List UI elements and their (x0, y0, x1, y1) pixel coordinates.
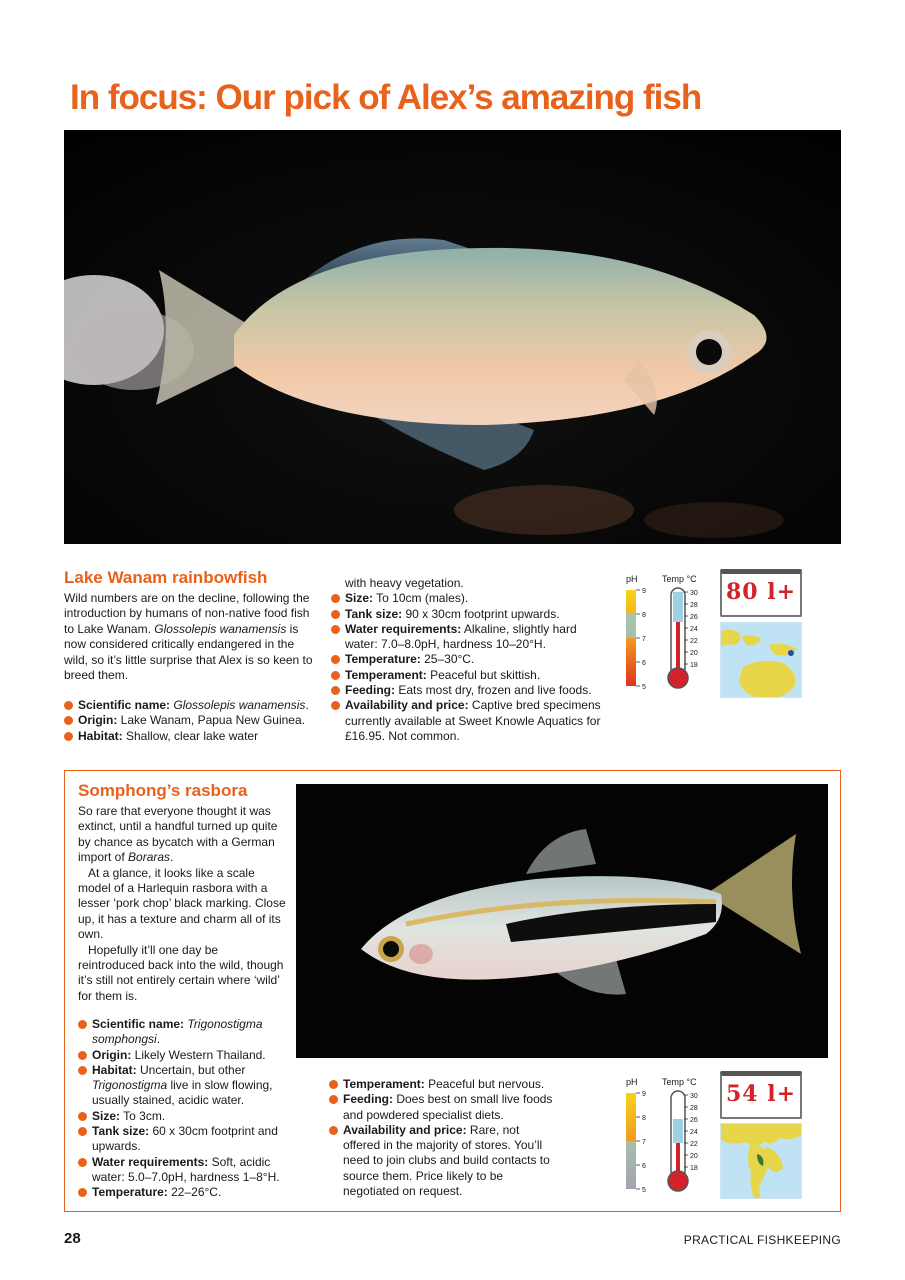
temp-tick-label: 18 (690, 1165, 698, 1172)
fact-label: Feeding: (343, 1092, 393, 1107)
temp-tick-label: 26 (690, 1117, 698, 1124)
fact-label: Scientific name: (92, 1017, 185, 1031)
section1-tank-size: 80 l+ (725, 579, 797, 605)
temp-tick-label: 30 (690, 1093, 698, 1100)
temp-tick-label: 30 (690, 590, 698, 597)
fact-item: Feeding: Eats most dry, frozen and live foods. (331, 683, 601, 698)
temp-tick-label: 24 (690, 1129, 698, 1136)
section1-tank-badge (720, 569, 802, 617)
fact-label: Water requirements: (92, 1154, 209, 1169)
fact-label: Size: (92, 1108, 121, 1123)
section1-range-map (720, 622, 802, 698)
fact-label: Feeding: (345, 683, 395, 698)
section2-intro-para-3: Hopefully it’ll one day be reintroduced back into the wild, though it’s still not entirely certain where ‘wild’ for them is. (78, 942, 284, 1003)
section2-tank-badge (720, 1071, 802, 1119)
fact-item: Tank size: 90 x 30cm footprint upwards. (331, 607, 601, 622)
fact-item: Temperament: Peaceful but skittish. (331, 668, 601, 683)
fact-label: Availability and price: (345, 698, 469, 713)
ph-tick-label: 8 (642, 1115, 646, 1122)
temp-tick-label: 24 (690, 626, 698, 633)
fact-item: Size: To 3cm. (78, 1109, 288, 1124)
section1-gauge-graphic (616, 572, 716, 692)
fact-label: Origin: (78, 713, 118, 728)
ph-range-highlight (626, 614, 636, 638)
rasbora-photo (296, 784, 828, 1058)
fact-item: Temperature: 22–26°C. (78, 1185, 288, 1200)
section1-intro-para: Wild numbers are on the decline, following the introduction by humans of non-native food fish to Lake Wanam. Glossolepis wanamensis is now considered critically endangered in the wild, so it’s little surprise that Alex is so keen to breed them. (64, 591, 313, 683)
ph-range-highlight (626, 1141, 636, 1189)
section1-facts-left (64, 698, 318, 744)
fact-label: Temperature: (92, 1185, 168, 1200)
page-headline: In focus: Our pick of Alex’s amazing fish (70, 78, 702, 117)
section2-facts-left (78, 1017, 288, 1201)
temp-range-highlight (673, 1119, 683, 1143)
thermometer-bulb (668, 668, 688, 688)
temp-tick-label: 22 (690, 638, 698, 645)
temp-tick-label: 20 (690, 650, 698, 657)
ph-tick-label: 9 (642, 588, 646, 595)
section1-facts-right (331, 576, 601, 744)
section1-gauges (616, 572, 716, 692)
fact-item: with heavy vegetation. (345, 576, 464, 590)
ph-tick-label: 7 (642, 636, 646, 643)
fact-label: Scientific name: (78, 698, 171, 712)
ph-tick-label: 7 (642, 1139, 646, 1146)
fact-label: Availability and price: (343, 1122, 467, 1137)
section2-gauge-graphic (616, 1075, 716, 1195)
fact-label: Size: (345, 591, 374, 606)
rainbowfish-photo (64, 130, 841, 544)
fact-item: Size: To 10cm (males). (331, 591, 601, 606)
fact-label: Water requirements: (345, 621, 462, 636)
ph-tick-label: 6 (642, 660, 646, 667)
temp-range-highlight (673, 592, 683, 622)
temp-tick-label: 22 (690, 1141, 698, 1148)
temp-label: Temp °C (662, 574, 697, 584)
fact-item: Water requirements: Soft, acidic water: 5.0–7.0pH, hardness 1–8°H. (78, 1155, 288, 1186)
section2-facts-right (329, 1077, 559, 1199)
section2-range-map (720, 1123, 802, 1199)
ph-tick-label: 9 (642, 1091, 646, 1098)
temp-tick-label: 28 (690, 1105, 698, 1112)
ph-tick-label: 8 (642, 612, 646, 619)
fact-label: Temperament: (343, 1077, 425, 1091)
fact-label: Tank size: (92, 1124, 150, 1139)
fact-item: Scientific name: Trigonostigma somphongsi. (78, 1017, 288, 1048)
section2-tank-size: 54 l+ (725, 1081, 797, 1107)
fact-label: Temperature: (345, 652, 421, 667)
section2-gauges (616, 1075, 716, 1195)
ph-tick-label: 5 (642, 684, 646, 691)
fact-item: Water requirements: Alkaline, slightly hard water: 7.0–8.0pH, hardness 10–20°H. (331, 622, 601, 653)
section2-intro-para-1: So rare that everyone thought it was extinct, until a handful turned up quite by chance as bycatch with a German import of Boraras. (78, 804, 278, 865)
ph-label: pH (626, 1077, 638, 1087)
fact-label: Temperament: (345, 667, 427, 682)
ph-tick-label: 5 (642, 1187, 646, 1194)
ph-label: pH (626, 574, 638, 584)
ph-tick-label: 6 (642, 1163, 646, 1170)
fact-item: Origin: Likely Western Thailand. (78, 1048, 288, 1063)
temp-tick-label: 18 (690, 662, 698, 669)
page-number: 28 (64, 1230, 81, 1247)
section2-intro-para-2: At a glance, it looks like a scale model of a Harlequin rasbora with a lesser ‘pork chop’ black marking. Close up, it has a texture and charm all of its own. (78, 865, 286, 942)
fact-item: Tank size: 60 x 30cm footprint and upwards. (78, 1124, 288, 1155)
fact-label: Habitat: (78, 728, 123, 743)
fact-label: Origin: (92, 1047, 132, 1062)
temp-tick-label: 28 (690, 602, 698, 609)
section1-intro (64, 591, 318, 683)
fact-item: Origin: Lake Wanam, Papua New Guinea. (64, 713, 318, 728)
fact-item: Scientific name: Glossolepis wanamensis. (64, 698, 318, 713)
temp-label: Temp °C (662, 1077, 697, 1087)
temp-tick-label: 20 (690, 1153, 698, 1160)
fact-label: Tank size: (345, 606, 403, 621)
magazine-name: PRACTICAL FISHKEEPING (683, 1233, 841, 1247)
section2-intro (78, 804, 288, 1004)
fact-item: Temperature: 25–30°C. (331, 652, 601, 667)
section1-title: Lake Wanam rainbowfish (64, 568, 268, 587)
fact-item: Habitat: Uncertain, but other Trigonostigma live in slow flowing, usually stained, acidic water. (78, 1063, 288, 1109)
fact-item: Availability and price: Rare, not offered in the majority of stores. You’ll need to join clubs and build contacts to source them. Price likely to be negotiated on request. (329, 1123, 559, 1199)
thermometer-bulb (668, 1171, 688, 1191)
temp-tick-label: 26 (690, 614, 698, 621)
fact-label: Habitat: (92, 1062, 137, 1077)
section2-title: Somphong’s rasbora (78, 781, 248, 800)
thermometer-column (676, 622, 680, 674)
fact-item: Temperament: Peaceful but nervous. (329, 1077, 559, 1092)
fact-item: Feeding: Does best on small live foods and powdered specialist diets. (329, 1092, 559, 1123)
fact-item: Availability and price: Captive bred specimens currently available at Sweet Knowle Aquatics for £16.95. Not common. (331, 698, 601, 744)
fact-item: Habitat: Shallow, clear lake water (64, 729, 318, 744)
